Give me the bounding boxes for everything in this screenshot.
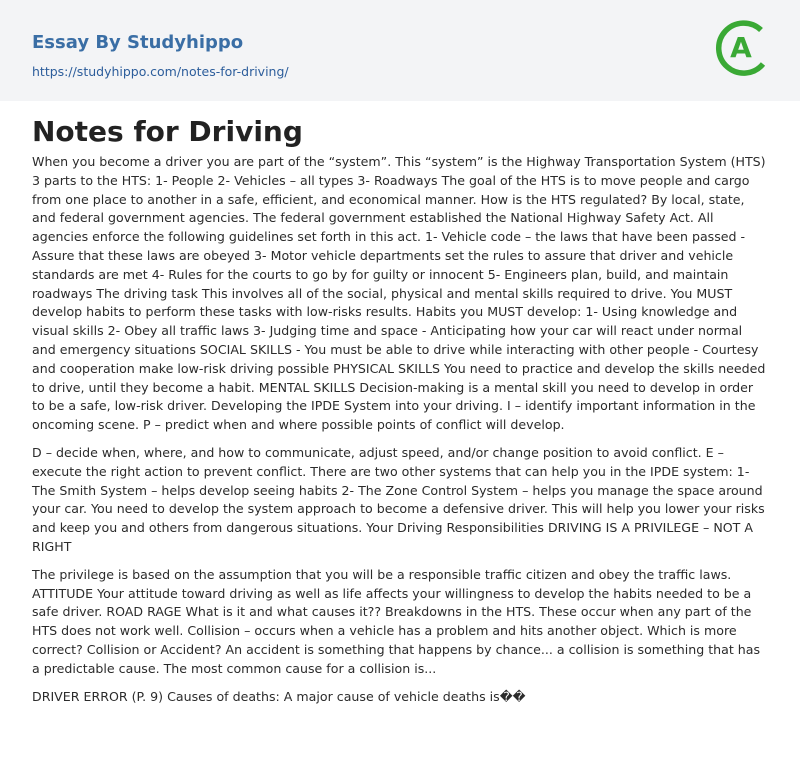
site-brand[interactable]: Essay By Studyhippo <box>32 32 244 53</box>
site-header <box>0 0 800 101</box>
page-url-link[interactable]: https://studyhippo.com/notes-for-driving/ <box>32 64 289 79</box>
article <box>0 115 800 706</box>
logo-letter: A <box>730 31 752 64</box>
studyhippo-logo-icon[interactable] <box>713 13 769 81</box>
article-paragraph: D – decide when, where, and how to communicate, adjust speed, and/or change position to avoid conflict. E – execute the right action to prevent conflict. There are two other systems that can help you in the IPDE system: 1- The Smith System – helps develop seeing habits 2- The Zone Control System – helps you manage the space around your car. You need to develop the system approach to become a defensive driver. This will help you lower your risks and keep you and others from dangerous situations. Your Driving Responsibilities DRIVING IS A PRIVILEGE – NOT A RIGHT <box>32 444 765 554</box>
article-title: Notes for Driving <box>32 115 303 148</box>
article-paragraph: DRIVER ERROR (P. 9) Causes of deaths: A major cause of vehicle deaths is�� <box>32 688 526 704</box>
article-paragraph: The privilege is based on the assumption that you will be a responsible traffic citizen and obey the traffic laws. ATTITUDE Your attitude toward driving as well as life affects your willingness to develop the habits needed to be a safe driver. ROAD RAGE What is it and what causes it?? Breakdowns in the HTS. These occur when any part of the HTS does not work well. Collision – occurs when a vehicle has a problem and hits another object. Which is more correct? Collision or Accident? An accident is something that happens by chance... a collision is something that has a predictable cause. The most common cause for a collision is... <box>32 566 761 676</box>
article-paragraph: When you become a driver you are part of the “system”. This “system” is the Highway Transportation System (HTS) 3 parts to the HTS: 1- People 2- Vehicles – all types 3- Roadways The goal of the HTS is to move people and cargo from one place to another in a safe, efficient, and economical manner. How is the HTS regulated? By local, state, and federal government agencies. The federal government established the National Highway Safety Act. All agencies enforce the following guidelines set forth in this act. 1- Vehicle code – the laws that have been passed - Assure that these laws are obeyed 3- Motor vehicle departments set the rules to assure that driver and vehicle standards are met 4- Rules for the courts to go by for guilty or innocent 5- Engineers plan, build, and maintain roadways The driving task This involves all of the social, physical and mental skills required to drive. You MUST develop habits to perform these tasks with low-risks results. Habits you MUST develop: 1- Using knowledge and visual skills 2- Obey all traffic laws 3- Judging time and space - Anticipating how your car will react under normal and emergency situations SOCIAL SKILLS - You must be able to drive while interacting with other people - Courtesy and cooperation make low-risk driving possible PHYSICAL SKILLS You need to practice and develop the skills needed to drive, until they become a habit. MENTAL SKILLS Decision-making is a mental skill you need to develop in order to be a safe, low-risk driver. Developing the IPDE System into your driving. I – identify important information in the oncoming scene. P – predict when and where possible points of conflict will develop. <box>32 154 766 433</box>
